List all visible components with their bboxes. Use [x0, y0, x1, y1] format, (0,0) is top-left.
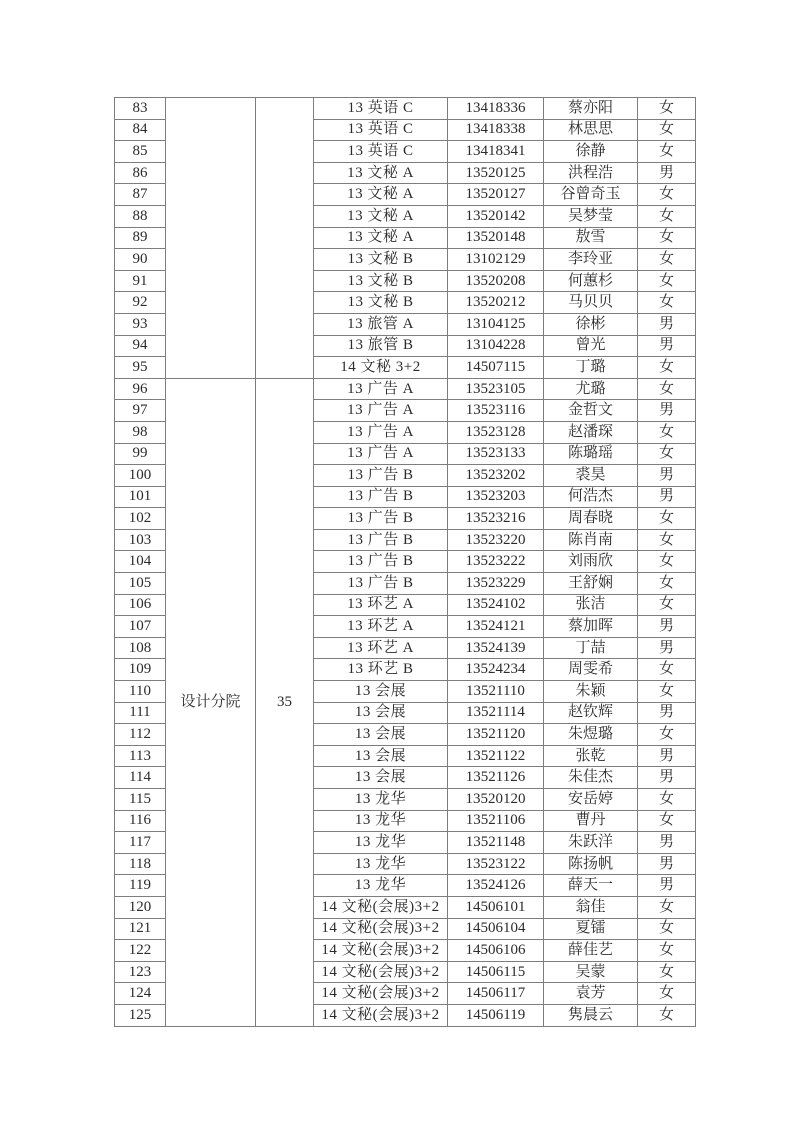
cell-row-number: 116	[115, 810, 166, 832]
cell-row-number: 125	[115, 1004, 166, 1026]
cell-student-id: 13104228	[448, 335, 544, 357]
cell-row-number: 102	[115, 508, 166, 530]
cell-row-number: 90	[115, 249, 166, 271]
cell-gender: 女	[638, 227, 696, 249]
cell-class: 13 会展	[314, 767, 448, 789]
cell-student-name: 徐静	[544, 141, 638, 163]
cell-gender: 女	[638, 1004, 696, 1026]
cell-student-name: 朱跃洋	[544, 832, 638, 854]
cell-student-name: 张洁	[544, 594, 638, 616]
cell-student-name: 朱煜璐	[544, 724, 638, 746]
cell-gender: 男	[638, 486, 696, 508]
cell-gender: 女	[638, 573, 696, 595]
cell-row-number: 98	[115, 421, 166, 443]
cell-student-name: 何浩杰	[544, 486, 638, 508]
cell-class: 13 广告 A	[314, 443, 448, 465]
cell-college-merged	[166, 98, 256, 379]
cell-class: 14 文秘(会展)3+2	[314, 961, 448, 983]
cell-row-number: 100	[115, 465, 166, 487]
cell-row-number: 121	[115, 918, 166, 940]
cell-student-name: 陈扬帆	[544, 853, 638, 875]
cell-gender: 女	[638, 810, 696, 832]
cell-class: 13 文秘 B	[314, 270, 448, 292]
cell-student-id: 13523203	[448, 486, 544, 508]
cell-row-number: 112	[115, 724, 166, 746]
cell-student-name: 金哲文	[544, 400, 638, 422]
cell-student-name: 朱颖	[544, 681, 638, 703]
cell-student-name: 徐彬	[544, 313, 638, 335]
cell-student-id: 13523105	[448, 378, 544, 400]
cell-student-name: 周雯希	[544, 659, 638, 681]
cell-student-id: 13523116	[448, 400, 544, 422]
cell-gender: 女	[638, 961, 696, 983]
cell-student-name: 何蕙杉	[544, 270, 638, 292]
cell-class: 13 英语 C	[314, 98, 448, 120]
cell-student-name: 敖雪	[544, 227, 638, 249]
cell-class: 13 文秘 B	[314, 292, 448, 314]
cell-row-number: 97	[115, 400, 166, 422]
cell-student-name: 丁璐	[544, 357, 638, 379]
cell-student-name: 周春晓	[544, 508, 638, 530]
cell-row-number: 118	[115, 853, 166, 875]
cell-class: 14 文秘(会展)3+2	[314, 918, 448, 940]
cell-student-id: 13418341	[448, 141, 544, 163]
cell-student-id: 13520125	[448, 162, 544, 184]
student-roster-table	[114, 97, 696, 1027]
cell-student-id: 13520127	[448, 184, 544, 206]
cell-gender: 女	[638, 184, 696, 206]
cell-student-id: 14507115	[448, 357, 544, 379]
cell-gender: 女	[638, 940, 696, 962]
cell-row-number: 83	[115, 98, 166, 120]
cell-row-number: 101	[115, 486, 166, 508]
cell-class: 13 旅管 B	[314, 335, 448, 357]
cell-class: 13 广告 B	[314, 551, 448, 573]
cell-class: 13 英语 C	[314, 119, 448, 141]
cell-student-name: 谷曾奇玉	[544, 184, 638, 206]
cell-gender: 男	[638, 335, 696, 357]
cell-student-name: 赵潘琛	[544, 421, 638, 443]
cell-student-id: 13521106	[448, 810, 544, 832]
cell-class: 13 广告 B	[314, 508, 448, 530]
roster-table-body	[115, 98, 696, 1027]
cell-student-name: 袁芳	[544, 983, 638, 1005]
cell-row-number: 105	[115, 573, 166, 595]
cell-student-id: 13521114	[448, 702, 544, 724]
cell-class: 13 龙华	[314, 853, 448, 875]
cell-student-name: 裘昊	[544, 465, 638, 487]
cell-class: 13 广告 B	[314, 465, 448, 487]
cell-student-id: 13520120	[448, 789, 544, 811]
cell-gender: 男	[638, 162, 696, 184]
cell-class: 13 文秘 A	[314, 227, 448, 249]
cell-class: 14 文秘 3+2	[314, 357, 448, 379]
table-row	[115, 98, 696, 120]
cell-college-merged: 设计分院	[166, 378, 256, 1026]
cell-student-name: 张乾	[544, 745, 638, 767]
cell-row-number: 88	[115, 205, 166, 227]
cell-student-id: 13521110	[448, 681, 544, 703]
cell-row-number: 124	[115, 983, 166, 1005]
cell-row-number: 107	[115, 616, 166, 638]
cell-row-number: 111	[115, 702, 166, 724]
cell-row-number: 120	[115, 896, 166, 918]
cell-class: 13 会展	[314, 745, 448, 767]
cell-gender: 女	[638, 918, 696, 940]
cell-student-id: 13524234	[448, 659, 544, 681]
cell-student-name: 曾光	[544, 335, 638, 357]
cell-student-name: 朱佳杰	[544, 767, 638, 789]
cell-class: 13 文秘 B	[314, 249, 448, 271]
cell-row-number: 89	[115, 227, 166, 249]
cell-student-name: 薛佳艺	[544, 940, 638, 962]
cell-student-name: 陈肖南	[544, 529, 638, 551]
cell-class: 13 广告 A	[314, 378, 448, 400]
cell-student-id: 13524126	[448, 875, 544, 897]
cell-student-name: 陈璐瑶	[544, 443, 638, 465]
cell-student-name: 吴梦莹	[544, 205, 638, 227]
cell-class: 13 会展	[314, 724, 448, 746]
cell-student-name: 翁佳	[544, 896, 638, 918]
cell-student-name: 尤璐	[544, 378, 638, 400]
cell-row-number: 109	[115, 659, 166, 681]
cell-student-name: 洪程浩	[544, 162, 638, 184]
cell-student-id: 13523122	[448, 853, 544, 875]
cell-student-name: 王舒娴	[544, 573, 638, 595]
cell-student-id: 13523216	[448, 508, 544, 530]
cell-row-number: 87	[115, 184, 166, 206]
cell-class: 13 环艺 A	[314, 594, 448, 616]
cell-student-id: 14506117	[448, 983, 544, 1005]
cell-student-name: 安岳婷	[544, 789, 638, 811]
cell-row-number: 93	[115, 313, 166, 335]
cell-student-id: 13523202	[448, 465, 544, 487]
cell-gender: 女	[638, 205, 696, 227]
cell-gender: 男	[638, 853, 696, 875]
cell-student-id: 13104125	[448, 313, 544, 335]
cell-student-id: 13523133	[448, 443, 544, 465]
cell-gender: 男	[638, 313, 696, 335]
cell-student-id: 13520142	[448, 205, 544, 227]
cell-row-number: 123	[115, 961, 166, 983]
cell-row-number: 110	[115, 681, 166, 703]
cell-gender: 女	[638, 98, 696, 120]
cell-student-id: 14506101	[448, 896, 544, 918]
cell-gender: 男	[638, 745, 696, 767]
cell-student-id: 13521126	[448, 767, 544, 789]
cell-gender: 男	[638, 400, 696, 422]
cell-class: 13 广告 B	[314, 573, 448, 595]
cell-gender: 女	[638, 421, 696, 443]
cell-class: 13 广告 A	[314, 421, 448, 443]
cell-gender: 女	[638, 983, 696, 1005]
cell-gender: 女	[638, 681, 696, 703]
cell-gender: 女	[638, 508, 696, 530]
cell-gender: 女	[638, 292, 696, 314]
cell-class: 13 广告 B	[314, 529, 448, 551]
cell-gender: 男	[638, 616, 696, 638]
cell-student-id: 13524102	[448, 594, 544, 616]
cell-class: 13 环艺 B	[314, 659, 448, 681]
cell-class: 13 英语 C	[314, 141, 448, 163]
cell-gender: 男	[638, 465, 696, 487]
cell-gender: 男	[638, 875, 696, 897]
cell-student-name: 曹丹	[544, 810, 638, 832]
cell-student-id: 13520208	[448, 270, 544, 292]
cell-student-name: 马贝贝	[544, 292, 638, 314]
cell-gender: 女	[638, 270, 696, 292]
cell-gender: 女	[638, 896, 696, 918]
cell-student-id: 13520148	[448, 227, 544, 249]
cell-class: 13 旅管 A	[314, 313, 448, 335]
cell-row-number: 113	[115, 745, 166, 767]
cell-student-name: 丁喆	[544, 637, 638, 659]
cell-class: 13 文秘 A	[314, 162, 448, 184]
cell-row-number: 96	[115, 378, 166, 400]
cell-gender: 男	[638, 702, 696, 724]
cell-student-name: 李玲亚	[544, 249, 638, 271]
cell-student-name: 赵钦辉	[544, 702, 638, 724]
cell-student-id: 14506119	[448, 1004, 544, 1026]
cell-row-number: 103	[115, 529, 166, 551]
cell-row-number: 117	[115, 832, 166, 854]
cell-student-id: 14506106	[448, 940, 544, 962]
cell-student-id: 13521120	[448, 724, 544, 746]
cell-gender: 男	[638, 767, 696, 789]
cell-student-name: 隽晨云	[544, 1004, 638, 1026]
cell-gender: 女	[638, 443, 696, 465]
cell-gender: 女	[638, 789, 696, 811]
cell-student-id: 13418336	[448, 98, 544, 120]
cell-class: 13 龙华	[314, 875, 448, 897]
cell-row-number: 85	[115, 141, 166, 163]
cell-row-number: 119	[115, 875, 166, 897]
cell-gender: 女	[638, 529, 696, 551]
cell-student-id: 13523220	[448, 529, 544, 551]
cell-class: 14 文秘(会展)3+2	[314, 983, 448, 1005]
cell-gender: 女	[638, 594, 696, 616]
cell-student-name: 林思思	[544, 119, 638, 141]
cell-student-id: 14506115	[448, 961, 544, 983]
cell-class: 14 文秘(会展)3+2	[314, 1004, 448, 1026]
cell-row-number: 92	[115, 292, 166, 314]
cell-class: 14 文秘(会展)3+2	[314, 896, 448, 918]
cell-row-number: 104	[115, 551, 166, 573]
cell-student-name: 薛天一	[544, 875, 638, 897]
cell-student-name: 蔡亦阳	[544, 98, 638, 120]
cell-row-number: 106	[115, 594, 166, 616]
cell-student-id: 13523222	[448, 551, 544, 573]
cell-class: 14 文秘(会展)3+2	[314, 940, 448, 962]
cell-student-id: 13521148	[448, 832, 544, 854]
cell-student-id: 14506104	[448, 918, 544, 940]
cell-class: 13 会展	[314, 681, 448, 703]
cell-student-id: 13524121	[448, 616, 544, 638]
cell-student-name: 蔡加晖	[544, 616, 638, 638]
cell-class: 13 龙华	[314, 810, 448, 832]
cell-gender: 女	[638, 378, 696, 400]
cell-gender: 男	[638, 832, 696, 854]
cell-gender: 女	[638, 141, 696, 163]
cell-student-id: 13523229	[448, 573, 544, 595]
table-row	[115, 378, 696, 400]
cell-student-id: 13520212	[448, 292, 544, 314]
cell-gender: 男	[638, 637, 696, 659]
cell-row-number: 91	[115, 270, 166, 292]
cell-student-name: 夏镭	[544, 918, 638, 940]
cell-class: 13 广告 B	[314, 486, 448, 508]
cell-gender: 女	[638, 119, 696, 141]
cell-gender: 女	[638, 724, 696, 746]
cell-class: 13 龙华	[314, 789, 448, 811]
cell-student-id: 13521122	[448, 745, 544, 767]
cell-count-merged	[256, 98, 314, 379]
cell-class: 13 龙华	[314, 832, 448, 854]
cell-row-number: 94	[115, 335, 166, 357]
cell-student-id: 13523128	[448, 421, 544, 443]
cell-count-merged: 35	[256, 378, 314, 1026]
cell-row-number: 115	[115, 789, 166, 811]
cell-row-number: 95	[115, 357, 166, 379]
cell-student-name: 吴蒙	[544, 961, 638, 983]
cell-row-number: 114	[115, 767, 166, 789]
cell-class: 13 文秘 A	[314, 205, 448, 227]
cell-row-number: 99	[115, 443, 166, 465]
cell-class: 13 环艺 A	[314, 616, 448, 638]
cell-class: 13 环艺 A	[314, 637, 448, 659]
cell-row-number: 108	[115, 637, 166, 659]
cell-gender: 女	[638, 551, 696, 573]
cell-class: 13 文秘 A	[314, 184, 448, 206]
cell-class: 13 广告 A	[314, 400, 448, 422]
cell-gender: 女	[638, 249, 696, 271]
cell-student-name: 刘雨欣	[544, 551, 638, 573]
cell-gender: 女	[638, 357, 696, 379]
cell-row-number: 122	[115, 940, 166, 962]
cell-class: 13 会展	[314, 702, 448, 724]
cell-student-id: 13524139	[448, 637, 544, 659]
cell-student-id: 13418338	[448, 119, 544, 141]
cell-gender: 女	[638, 659, 696, 681]
cell-row-number: 84	[115, 119, 166, 141]
cell-student-id: 13102129	[448, 249, 544, 271]
cell-row-number: 86	[115, 162, 166, 184]
